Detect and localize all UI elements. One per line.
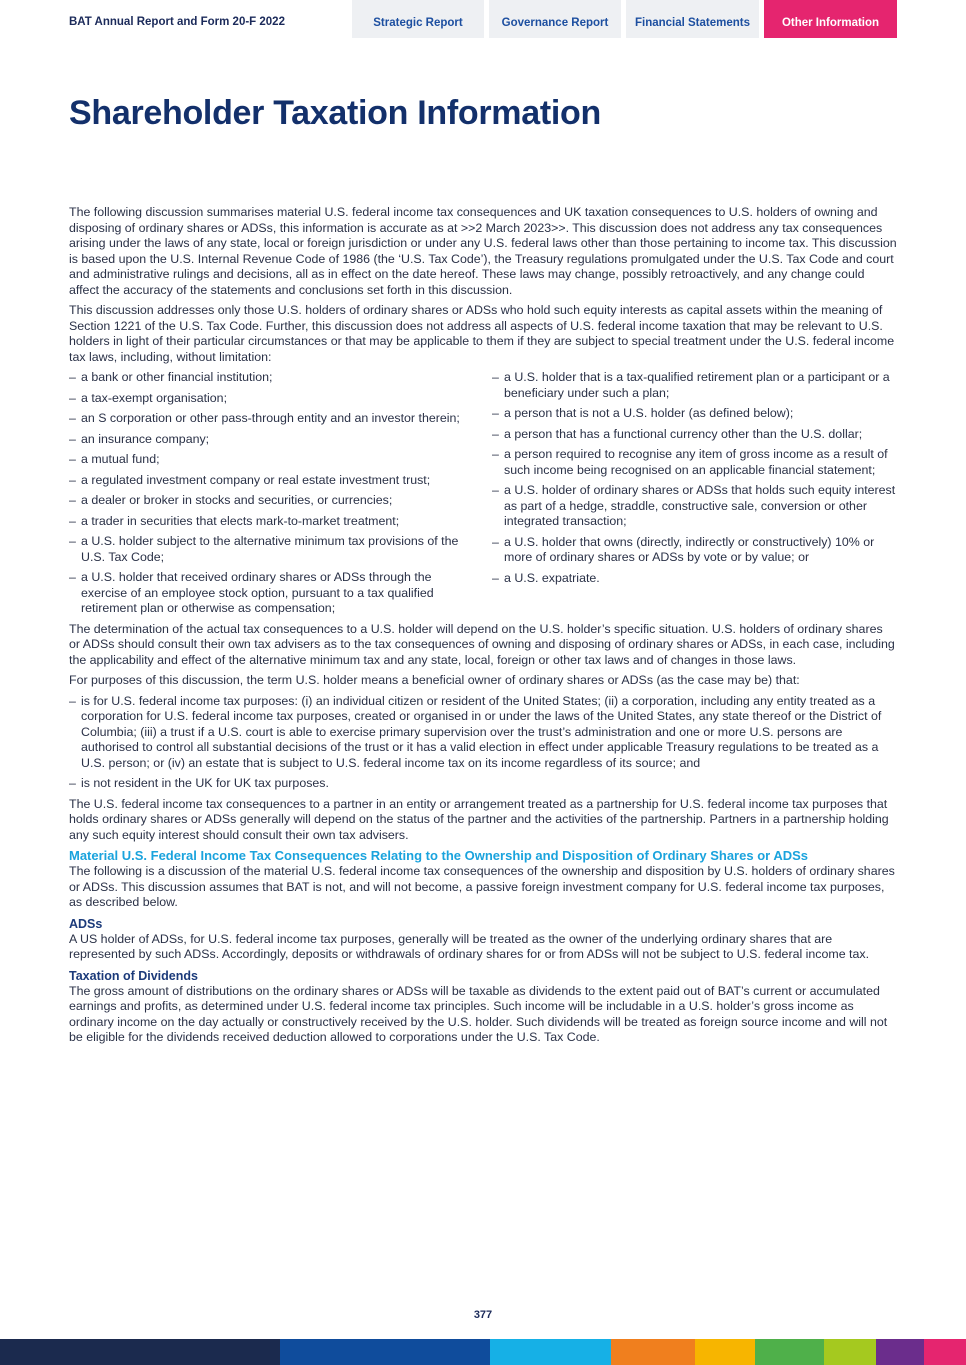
color-segment — [490, 1339, 611, 1365]
section-heading: Material U.S. Federal Income Tax Consequences Relating to the Ownership and Disposition of Ordinary Shares or ADSs — [69, 848, 808, 863]
adss-paragraph: A US holder of ADSs, for U.S. federal income tax purposes, generally will be treated as the owner of the underlying ordinary shares that are represented by such ADSs. Accordingly, deposits or withdrawals of ordinary shares for or from ADSs will not be subject to U.S. federal income tax. — [69, 931, 870, 961]
adss-heading: ADSs — [69, 916, 103, 931]
determination-paragraph: The determination of the actual tax consequences to a U.S. holder will depend on the U.S. holder’s specific situation. U.S. holders of ordinary shares or ADSs should consult their own tax advisers as to the tax consequences of owning and disposing of ordinary shares or ADSs, in each case, including the applicability and effect of the alternative minimum tax and any state, local, foreign or other tax laws and of changes in those laws. — [69, 621, 895, 667]
tab-financial-statements[interactable]: Financial Statements — [626, 0, 759, 38]
list-item: – a U.S. holder subject to the alternative minimum tax provisions of the U.S. Tax Code; — [69, 534, 473, 565]
dividends-heading: Taxation of Dividends — [69, 968, 198, 983]
page-title: Shareholder Taxation Information — [69, 94, 601, 132]
definition-paragraph: For purposes of this discussion, the term U.S. holder means a beneficial owner of ordinary shares or ADSs (as the case may be) that: — [69, 673, 800, 687]
list-item: – a U.S. holder of ordinary shares or ADSs that holds such equity interest as part of a hedge, straddle, constructive sale, conversion or other integrated transaction; — [492, 483, 897, 530]
tab-strategic-report[interactable]: Strategic Report — [352, 0, 484, 38]
color-segment — [695, 1339, 755, 1365]
partnership-paragraph: The U.S. federal income tax consequences to a partner in an entity or arrangement treated as a partnership for U.S. federal income tax purposes that holds ordinary shares or ADSs generally will depend on the status of the partner and the activities of the partnership. Partners in a partnership holding any such equity interest should consult their own tax advisers. — [69, 796, 889, 842]
exclusion-list — [69, 370, 897, 617]
exclusion-list-left — [69, 370, 473, 617]
intro-paragraph-1: The following discussion summarises material U.S. federal income tax consequences and UK taxation consequences to U.S. holders of owning and disposing of ordinary shares or ADSs, this information is accurate as at >>2 March 2023>>. This discussion does not address any tax consequences arising under the laws of any state, local or foreign jurisdiction or under any U.S. federal laws other than those pertaining to income tax. This discussion is based upon the U.S. Internal Revenue Code of 1986 (the ‘U.S. Tax Code’), the Treasury regulations promulgated under the U.S. Tax Code and court and administrative rulings and decisions, all as in effect on the date hereof. These laws may change, possibly retroactively, and any change could affect the accuracy of the statements and conclusions set forth in this discussion. — [69, 205, 897, 297]
top-navigation — [0, 0, 966, 38]
list-item: – an S corporation or other pass-through entity and an investor therein; — [69, 411, 473, 427]
list-item: – an insurance company; — [69, 432, 473, 448]
section-intro: The following is a discussion of the material U.S. federal income tax consequences of the ownership and disposition by U.S. holders of ordinary shares or ADSs. This discussion assumes that BAT is not, and will not become, a passive foreign investment company for U.S. federal income tax purposes, as described below. — [69, 864, 895, 909]
list-item: – a trader in securities that elects mark-to-market treatment; — [69, 514, 473, 530]
color-segment — [280, 1339, 490, 1365]
footer-color-bar — [0, 1339, 966, 1365]
list-item: – a U.S. expatriate. — [492, 571, 897, 587]
list-item: – a dealer or broker in stocks and securities, or currencies; — [69, 493, 473, 509]
list-item: – a regulated investment company or real estate investment trust; — [69, 473, 473, 489]
color-segment — [824, 1339, 876, 1365]
list-item: – a U.S. holder that owns (directly, indirectly or constructively) 10% or more of ordinary shares or ADSs by vote or by value; or — [492, 535, 897, 566]
list-item: – a person that is not a U.S. holder (as defined below); — [492, 406, 897, 422]
color-segment — [876, 1339, 924, 1365]
us-holder-definition-list — [69, 694, 897, 792]
list-item: – is for U.S. federal income tax purposes: (i) an individual citizen or resident of the United States; (ii) a corporation, including any entity treated as a corporation for U.S. federal income tax purposes, created or organised in or under the laws of the United States, any state thereof or the District of Columbia; (iii) a trust if a U.S. court is able to exercise primary supervision over the trust’s administration and one or more U.S. persons are authorised to control all substantial decisions of the trust or it has a valid election in effect under applicable Treasury regulations to be treated as a U.S. person; or (iv) an estate that is subject to U.S. federal income tax on its income regardless of its source; and — [69, 694, 897, 772]
exclusion-list-right — [492, 370, 897, 617]
report-title: BAT Annual Report and Form 20-F 2022 — [69, 16, 285, 28]
color-segment — [755, 1339, 824, 1365]
color-segment — [924, 1339, 966, 1365]
list-item: – a U.S. holder that is a tax-qualified retirement plan or a participant or a beneficiary under such a plan; — [492, 370, 897, 401]
list-item: – a mutual fund; — [69, 452, 473, 468]
dividends-paragraph: The gross amount of distributions on the ordinary shares or ADSs will be taxable as dividends to the extent paid out of BAT’s current or accumulated earnings and profits, as determined under U.S. federal income tax principles. Such income will be includable in a U.S. holder’s gross income as ordinary income on the day actually or constructively received by the U.S. holder. Such dividends will be treated as foreign source income and will not be eligible for the dividends received deduction allowed to corporations under the U.S. Tax Code. — [69, 983, 888, 1044]
color-segment — [0, 1339, 280, 1365]
intro-paragraph-2: This discussion addresses only those U.S. holders of ordinary shares or ADSs who hold such equity interests as capital assets within the meaning of Section 1221 of the U.S. Tax Code. Further, this discussion does not address all aspects of U.S. federal income taxation that may be relevant to U.S. holders in light of their particular circumstances or that may be applicable to them if they are subject to special treatment under the U.S. federal income tax laws, including, without limitation: — [69, 303, 895, 364]
list-item: – a person that has a functional currency other than the U.S. dollar; — [492, 427, 897, 443]
list-item: – a tax-exempt organisation; — [69, 391, 473, 407]
list-item: – a bank or other financial institution; — [69, 370, 473, 386]
tab-governance-report[interactable]: Governance Report — [489, 0, 621, 38]
list-item: – a U.S. holder that received ordinary shares or ADSs through the exercise of an employee stock option, pursuant to a tax qualified retirement plan or otherwise as compensation; — [69, 570, 473, 617]
list-item: – a person required to recognise any item of gross income as a result of such income being recognised on an applicable financial statement; — [492, 447, 897, 478]
tab-other-information[interactable]: Other Information — [764, 0, 897, 38]
page-number: 377 — [473, 1309, 493, 1321]
list-item: – is not resident in the UK for UK tax purposes. — [69, 776, 897, 792]
color-segment — [611, 1339, 695, 1365]
main-content — [69, 205, 897, 1051]
